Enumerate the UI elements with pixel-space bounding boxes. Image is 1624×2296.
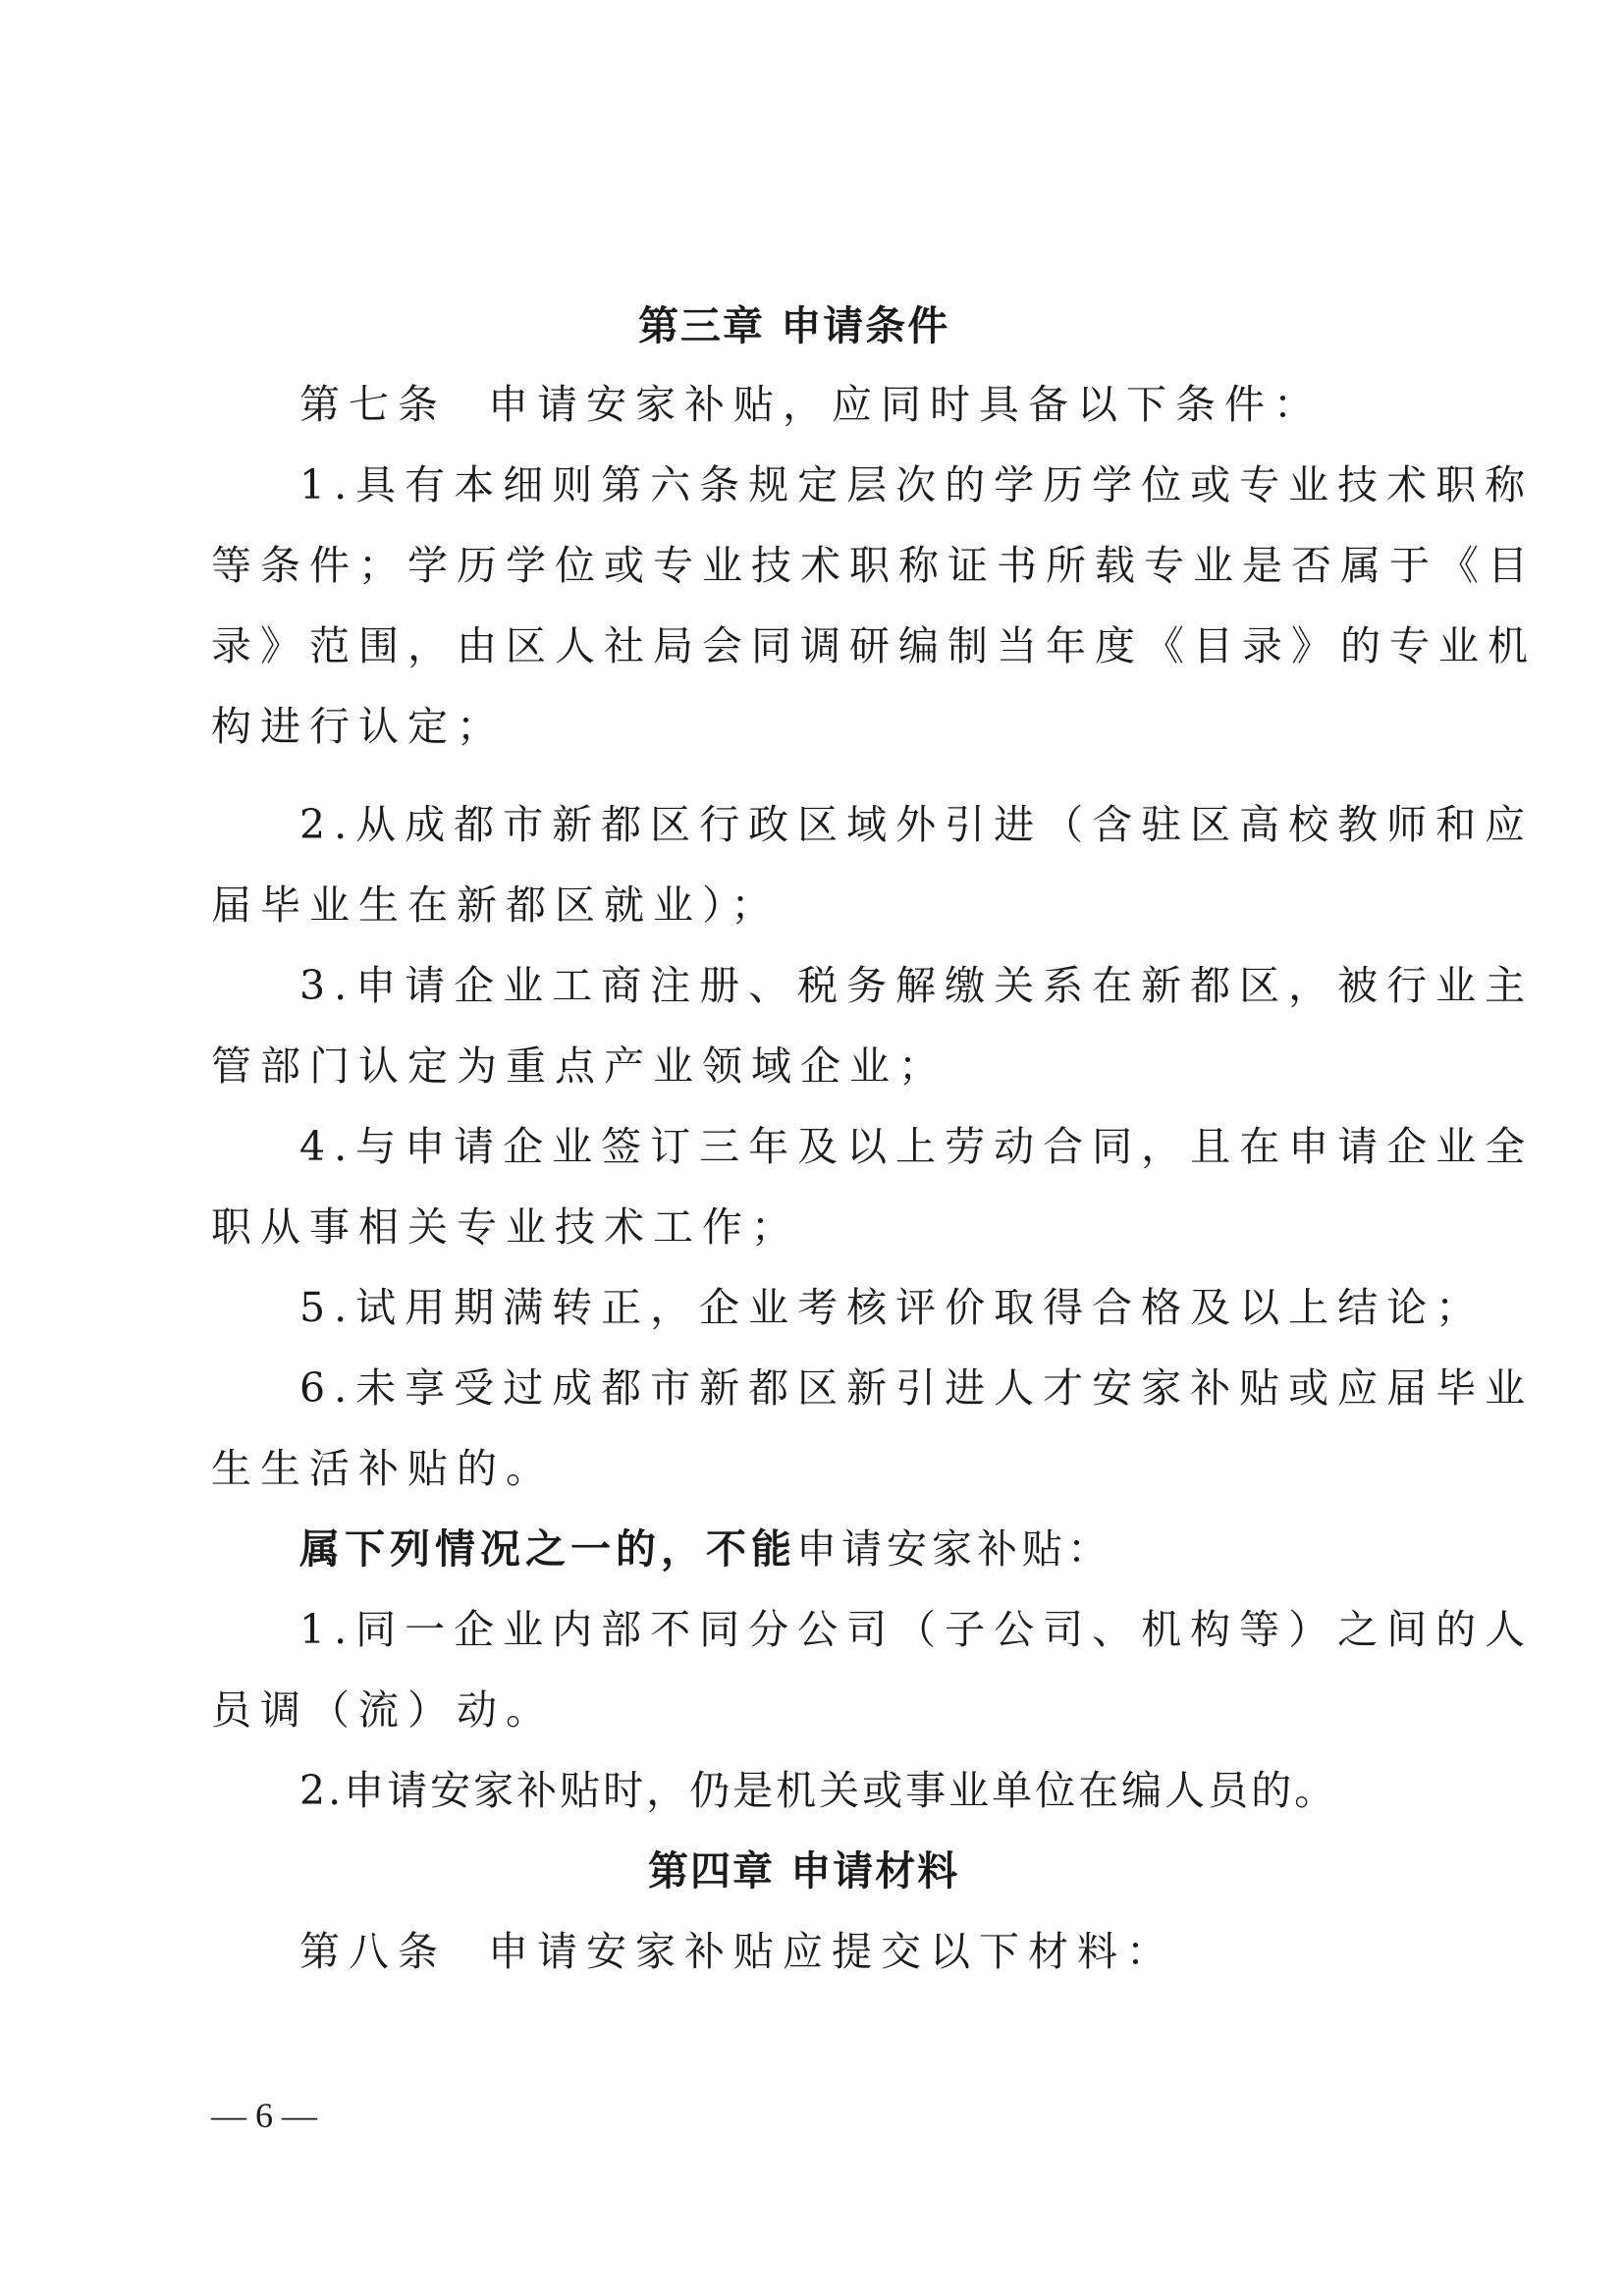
condition-3-line-1: 3.申请企业工商注册、税务解缴关系在新都区，被行业主 <box>299 962 1535 1009</box>
exclusion-1-line-2: 员调（流）动。 <box>211 1686 555 1734</box>
condition-5-line-1: 5.试用期满转正，企业考核评价取得合格及以上结论； <box>299 1284 1486 1331</box>
condition-1-line-2: 等条件；学历学位或专业技术职称证书所载专业是否属于《目 <box>211 542 1537 589</box>
condition-1-line-1: 1.具有本细则第六条规定层次的学历学位或专业技术职称 <box>299 461 1535 508</box>
article-8 <box>299 1920 1624 1983</box>
condition-6-line-1: 6.未享受过成都市新都区新引进人才安家补贴或应届毕业 <box>299 1364 1535 1412</box>
article-8-text: 申请安家补贴应提交以下材料： <box>488 1928 1175 1975</box>
article-7 <box>299 373 1624 436</box>
condition-2-line-1: 2.从成都市新都区行政区域外引进（含驻区高校教师和应 <box>299 801 1535 848</box>
condition-2-line-2: 届毕业生在新都区就业）； <box>211 881 781 929</box>
exclusion-lead <box>299 1518 1624 1580</box>
exclusion-lead-bold: 属下列情况之一的，不能 <box>299 1525 796 1573</box>
article-8-label: 第八条 <box>299 1928 447 1975</box>
condition-1-line-4: 构进行认定； <box>211 703 506 750</box>
chapter-4-title: 第四章 申请材料 <box>648 1847 960 1895</box>
condition-4-line-2: 职从事相关专业技术工作； <box>211 1203 800 1251</box>
exclusion-lead-rest: 申请安家补贴： <box>796 1525 1112 1573</box>
article-7-text: 申请安家补贴，应同时具备以下条件： <box>488 381 1323 428</box>
condition-3-line-2: 管部门认定为重点产业领域企业； <box>211 1042 947 1090</box>
exclusion-1-line-1: 1.同一企业内部不同分公司（子公司、机构等）之间的人 <box>299 1606 1535 1653</box>
condition-4-line-1: 4.与申请企业签订三年及以上劳动合同，且在申请企业全 <box>299 1123 1535 1170</box>
condition-1-line-3: 录》范围，由区人社局会同调研编制当年度《目录》的专业机 <box>211 622 1537 669</box>
condition-6-line-2: 生生活补贴的。 <box>211 1445 555 1492</box>
exclusion-2-line-1: 2.申请安家补贴时，仍是机关或事业单位在编人员的。 <box>299 1767 1338 1814</box>
chapter-3-title: 第三章 申请条件 <box>638 302 950 349</box>
page-number: — 6 — <box>211 2096 317 2135</box>
article-7-label: 第七条 <box>299 381 447 428</box>
